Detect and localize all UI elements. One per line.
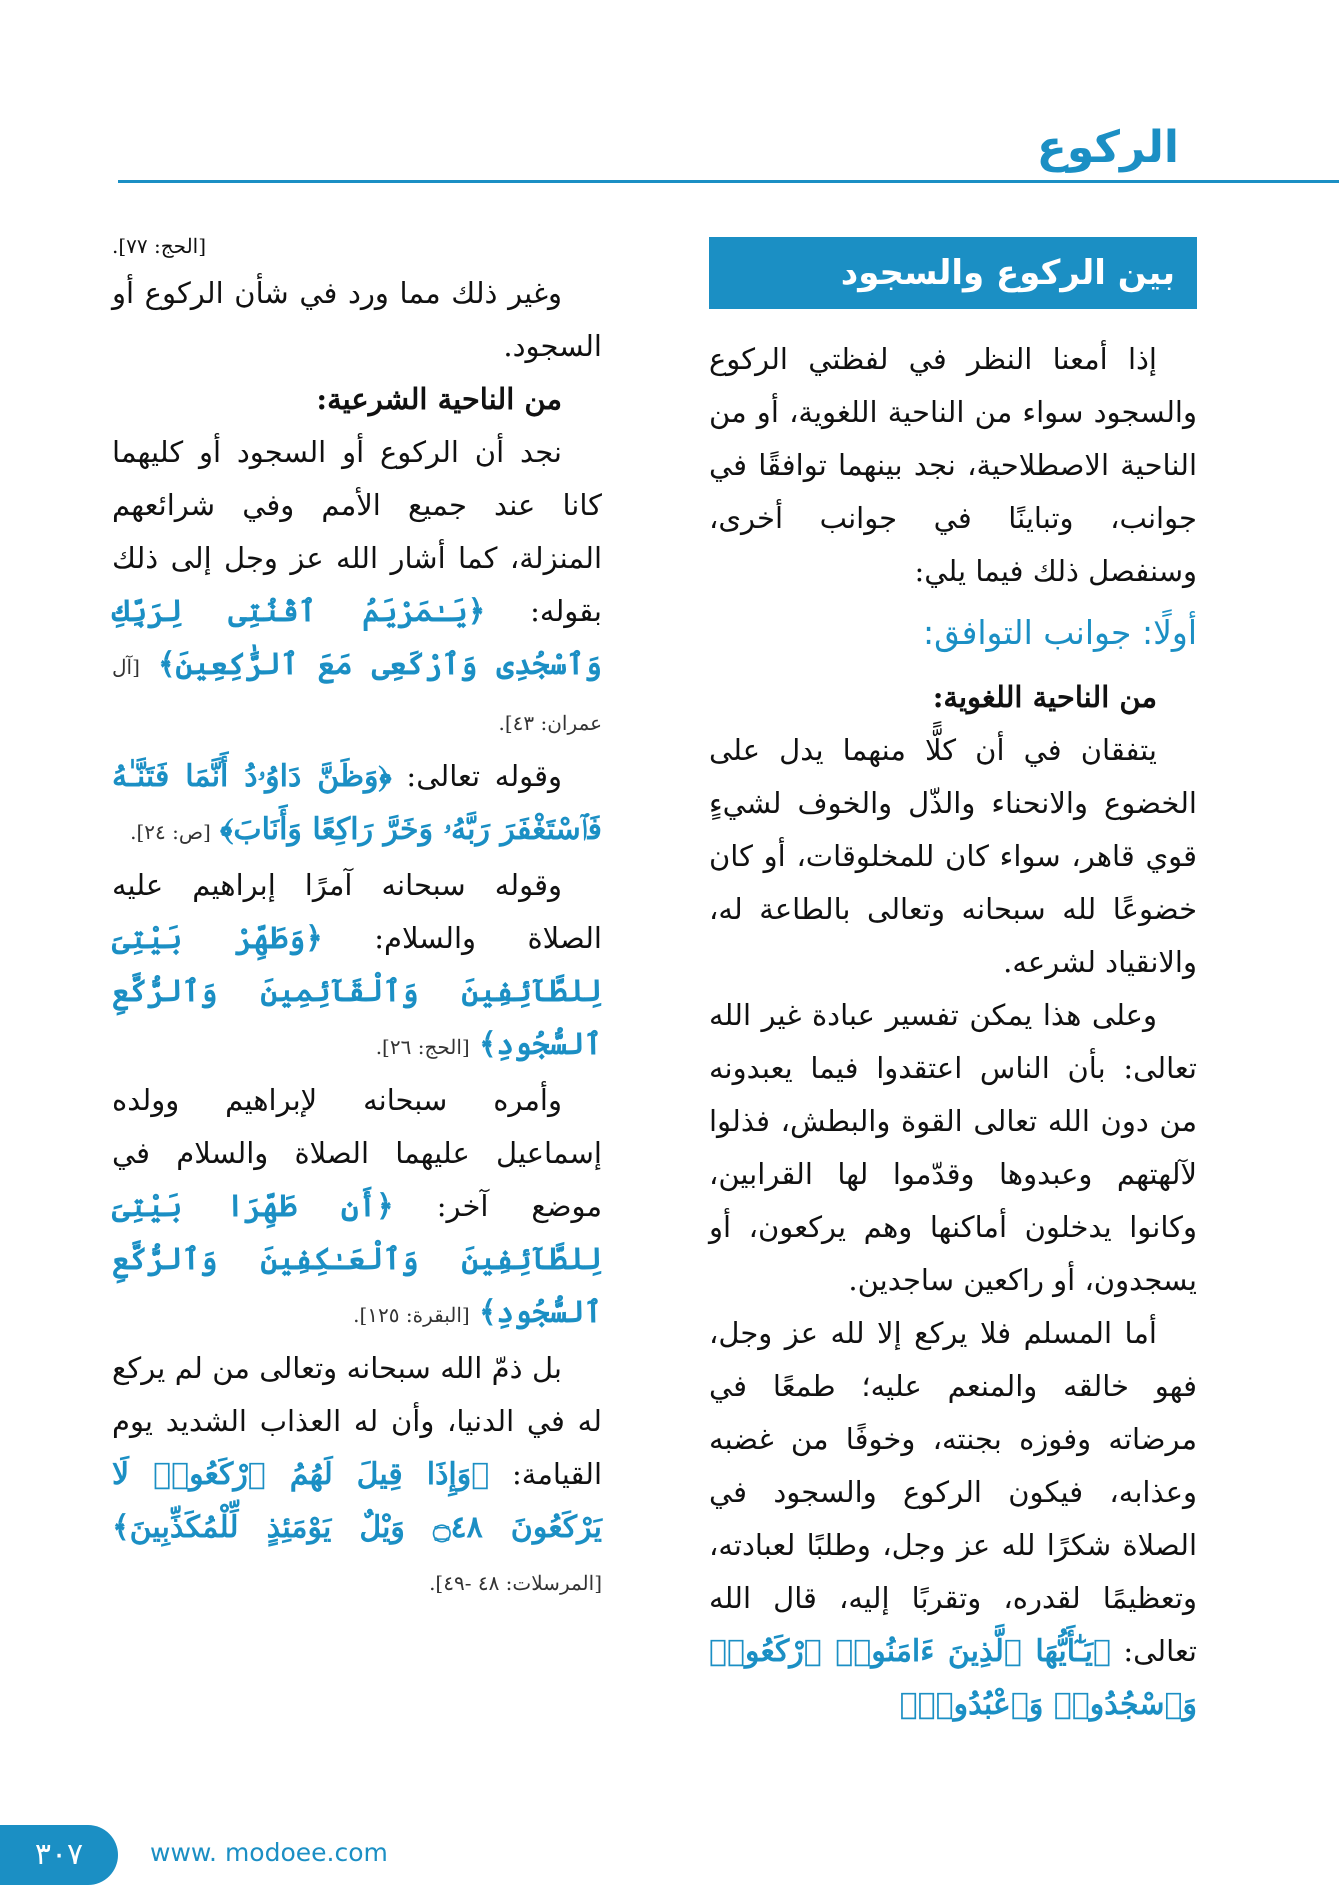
paragraph-text: أما المسلم فلا يركع إلا لله عز وجل، فهو خالقه والمنعم عليه؛ طمعًا في مرضاته وفوزه بجنته، وخوفًا من غضبه وعذابه، فيكون الركوع والسجود في الصلاة شكرًا لله عز وجل، وطلبًا لعبادته، وتعظيمًا لقدره، وتقربًا إليه، قال الله تعالى: [709,1316,1198,1668]
paragraph-text: بل ذمّ الله سبحانه وتعالى من لم يركع له في الدنيا، وأن له العذاب الشديد يوم القيامة: [112,1351,603,1491]
paragraph-text: وأمره سبحانه لإبراهيم وولده إسماعيل عليهما الصلاة والسلام في موضع آخر: [112,1083,602,1223]
paragraph: وغير ذلك مما ورد في شأن الركوع أو السجود. [112,276,602,363]
subsection-title: أولًا: جوانب التوافق: [922,613,1197,652]
paragraph [112,1342,602,1610]
verse-reference: [الحج: ٧٧]. [112,234,207,258]
verse-reference: [المرسلات: ٤٨ -٤٩]. [429,1571,602,1595]
quran-verse: ﴿وَإِذَا قِيلَ لَهُمُ ٱرْكَعُوا۟ لَا يَرْكَعُونَ ۝٤٨ وَيْلٌ يَوْمَئِذٍ لِّلْمُكَذِّبِينَ﴾ [112,1457,602,1545]
verse-reference: [الحج: ٢٦]. [375,1035,470,1059]
verse-reference: [البقرة: ١٢٥]. [353,1303,470,1327]
quran-verse: ﴿وَطَهِّرْ بَيْتِىَ لِلطَّآئِفِينَ وَٱلْقَآئِمِينَ وَٱلرُّكَّعِ ٱلسُّجُودِ﴾ [112,921,602,1062]
quran-verse: ﴿يَـٰٓأَيُّهَا ٱلَّذِينَ ءَامَنُوا۟ ٱرْكَعُوا۟ وَٱسْجُدُوا۟ وَٱعْبُدُوا۟﴾ [709,1634,1197,1722]
verse-reference: [آل عمران: ٤٣]. [112,655,602,735]
paragraph-text: وقوله سبحانه آمرًا إبراهيم عليه الصلاة والسلام: [112,868,602,955]
quran-verse: ﴿أَن طَهِّرَا بَيْتِىَ لِلطَّآئِفِينَ وَٱلْعَـٰكِفِينَ وَٱلرُّكَّعِ ٱلسُّجُودِ﴾ [112,1189,602,1330]
paragraph [112,859,602,1074]
running-header: الركوع [1036,122,1179,173]
sharia-heading: من الناحية الشرعية: [316,382,562,416]
left-column [112,225,602,1610]
right-column [709,225,1197,1731]
paragraph-text: نجد أن الركوع أو السجود أو كليهما كانا عند جميع الأمم وفي شرائعهم المنزلة، كما أشار الله عز وجل إلى ذلك بقوله: [112,435,603,628]
page-number-badge: ٣٠٧ [0,1825,118,1885]
footer-url-link[interactable]: www. modoee.com [150,1838,388,1867]
quran-verse: ﴿وَظَنَّ دَاوُۥدُ أَنَّمَا فَتَنَّـٰهُ فَٱسْتَغْفَرَ رَبَّهُۥ وَخَرَّ رَاكِعًا وَأَنَابَ﴾ [112,759,602,847]
quran-verse: ﴿يَـٰمَرْيَمُ ٱقْنُتِى لِرَبِّكِ وَٱسْجُدِى وَٱرْكَعِى مَعَ ٱلرَّٰكِعِينَ﴾ [112,594,603,682]
paragraph [709,1307,1197,1731]
paragraph [112,750,602,859]
verse-reference: [ص: ٢٤]. [130,820,211,844]
paragraph: يتفقان في أن كلًّا منهما يدل على الخضوع والانحناء والذّل والخوف لشيءٍ قوي قاهر، سواء كان للمخلوقات، أو كان خضوعًا لله سبحانه وتعالى بالطاعة له، والانقياد لشرعه. [709,733,1197,979]
linguistic-heading: من الناحية اللغوية: [932,680,1157,714]
intro-paragraph: إذا أمعنا النظر في لفظتي الركوع والسجود سواء من الناحية اللغوية، أو من الناحية الاصطلاحية، نجد بينهما توافقًا في جوانب، وتباينًا في جوانب أخرى، وسنفصل ذلك فيما يلي: [709,342,1197,588]
paragraph [112,1074,602,1342]
section-title-banner: بين الركوع والسجود [709,237,1197,309]
header-divider [118,180,1339,183]
paragraph-text: وقوله تعالى: [406,759,563,793]
paragraph: وعلى هذا يمكن تفسير عبادة غير الله تعالى: بأن الناس اعتقدوا فيما يعبدونه من دون الله تعالى القوة والبطش، فذلوا لآلهتهم وعبدوها وقدّموا لها القرابين، وكانوا يدخلون أماكنها وهم يركعون، أو يسجدون، أو راكعين ساجدين. [709,998,1197,1297]
paragraph [112,426,602,750]
